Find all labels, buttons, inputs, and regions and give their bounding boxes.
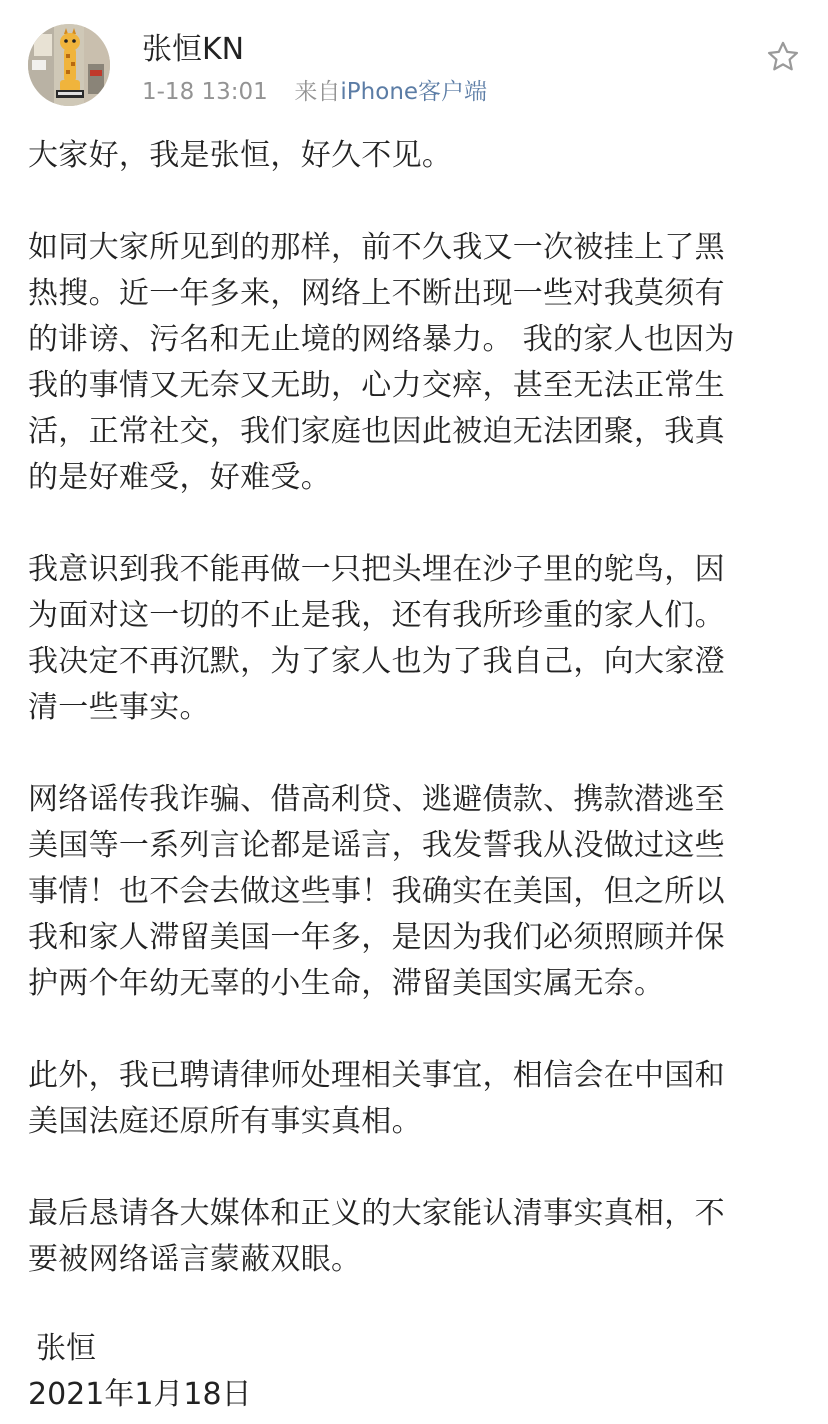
paragraph-lawyer: 此外，我已聘请律师处理相关事宜，相信会在中国和 美国法庭还原所有事实真相。 xyxy=(28,1058,725,1139)
star-outline-icon xyxy=(765,39,801,75)
favorite-button[interactable] xyxy=(760,34,806,80)
post-body xyxy=(28,133,798,1323)
paragraph-greeting: 大家好，我是张恒，好久不见。 xyxy=(28,138,453,173)
paragraph-appeal: 最后恳请各大媒体和正义的大家能认清事实真相，不 要被网络谣言蒙蔽双眼。 xyxy=(28,1196,725,1277)
source-prefix: 来自 xyxy=(294,79,341,105)
giraffe-avatar-icon xyxy=(28,24,110,106)
username[interactable]: 张恒KN xyxy=(142,32,245,67)
source-link[interactable]: iPhone客户端 xyxy=(340,79,488,105)
signature-date: 2021年1月18日 xyxy=(28,1377,252,1412)
signature-block xyxy=(28,1326,252,1418)
signature-name: 张恒 xyxy=(36,1331,96,1366)
post-meta xyxy=(142,76,487,108)
paragraph-decision: 我意识到我不能再做一只把头埋在沙子里的鸵鸟，因 为面对这一切的不止是我，还有我所珍重的家人们。 我决定不再沉默，为了家人也为了我自己，向大家澄 清一些事实。 xyxy=(28,552,725,725)
post-header xyxy=(0,0,828,120)
avatar[interactable] xyxy=(28,24,110,106)
post-time: 1-18 13:01 xyxy=(142,79,268,105)
paragraph-situation: 如同大家所见到的那样，前不久我又一次被挂上了黑 热搜。近一年多来，网络上不断出现一些对我莫须有 的诽谤、污名和无止境的网络暴力。 我的家人也因为 我的事情又无奈又无助，心力交瘁，甚至无法正常生 活，正常社交，我们家庭也因此被迫无法团聚，我真 的是好难受，好难受。 xyxy=(28,230,735,495)
paragraph-rumors: 网络谣传我诈骗、借高利贷、逃避债款、携款潜逃至 美国等一系列言论都是谣言，我发誓我从没做过这些 事情！也不会去做这些事！我确实在美国，但之所以 我和家人滞留美国一年多，是因为我们必须照顾并保 护两个年幼无辜的小生命，滞留美国实属无奈。 xyxy=(28,782,725,1001)
